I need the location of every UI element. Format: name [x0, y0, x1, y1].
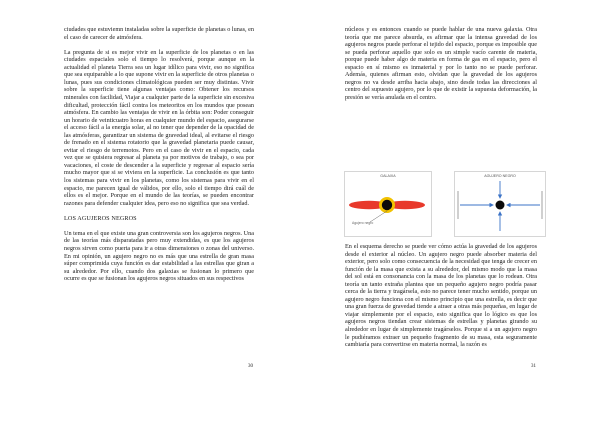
galaxy-caption: Agujero negro	[352, 221, 374, 225]
right-paragraph-1: núcleos y es entonces cuando se puede hablar de una nueva galaxia. Otra teoría que me parece absurda, es afirmar que la intensa gravedad de los agujeros negros puede perforar el tejido del espacio, porque es imposible que se pueda perforar aquello que solo es un simple vacío carente de materia, porque puede haber algo de materia en forma de gas en el espacio, pero el espacio en sí mismo es inmaterial y por lo tanto no se puede perforar. Además, quienes afirman esto, olvidan que la gravedad de los agujeros negros no va desde arriba hacia abajo, sino desde todas las direcciones al centro del supuesto agujero, por lo que de existir la supuesta deformación, la presión se vería anulada en el centro.	[345, 26, 537, 101]
left-paragraph-2: La pregunta de si es mejor vivir en la superficie de los planetas o en las ciudades espaciales solo el tiempo lo resolverá, porque aunque en la actualidad el planeta Tierra sea un lugar idílico para vivir, eso no significa que sea equiparable a lo que supone vivir en la superficie de otros planetas o lunas, pues sus condiciones climatológicas pueden ser muy distintas. Vivir sobre la superficie tiene algunas ventajas como: Obtener los recursos minerales con facilidad, Viajar a cualquier parte de la superficie sin excesiva dificultad, protección fácil contra los meteoritos en los mundos que posean atmósfera. En cambio las ventajas de vivir en la órbita son: Poder conseguir un horario de veinticuatro horas en cualquier mundo del espacio, asegurarse el acceso fácil a la energía solar, al no tener que depender de la opacidad de las atmósferas, garantizar un sistema de gravedad ideal, al evitarse el riesgo de frenado en el sistema rotatorio que la gravedad planetaria puede causar, evitar el riesgo de terremotos. Pero en el caso de vivir en el espacio, cada vez que se quisiera regresar al planeta ya por motivos de trabajo, o sea por vacaciones, el coste de descender a la superficie y regresar al espacio sería mucho mayor que si se viviera en la superficie. La conclusión es que tanto los sistemas para vivir en los planetas, como los sistemas para vivir en el espacio, me parecen igual de válidos, por ello, solo el tiempo dirá cuál de ellos es el mejor. Porque en el mundo de las teorías, se pueden encontrar razones para defender cualquier idea, pero eso no significa que sea verdad.	[64, 48, 254, 207]
section-heading: LOS AGUJEROS NEGROS	[64, 214, 137, 222]
right-text-column-top	[345, 26, 537, 101]
left-text-column	[64, 26, 254, 283]
black-hole-core	[382, 200, 392, 210]
black-hole-label: AGUJERO NEGRO	[484, 174, 516, 178]
right-text-column-bottom	[345, 243, 537, 349]
left-paragraph-1: ciudades que estuviemn instaladas sobre la superficie de planetas o lunas, en el caso de carecer de atmósfera.	[64, 26, 254, 41]
right-page-number: 31	[531, 364, 536, 369]
galaxy-label: GALAXIA	[380, 174, 396, 178]
galaxy-figure	[344, 171, 432, 237]
left-paragraph-3: Un tema en el que existe una gran controversia son los agujeros negros. Una de las teorías más disparatadas pero muy extendidas, es que los agujeros negros sirven como puerta para ir a otras dimensiones o zonas del universo. En mi opinión, un agujero negro no es más que una estrella de gran masa súper comprimida cuya función es dar estabilidad a las estrellas que giran a su alrededor. Por ello, cuando dos galaxias se fusionan lo primero que ocurre es que se fusionan los agujeros negros situados en sus respectivos	[64, 229, 254, 283]
black-hole-dot	[496, 201, 505, 210]
black-hole-diagram	[454, 171, 546, 237]
right-page	[300, 0, 600, 424]
galaxy-diagram	[344, 171, 432, 237]
black-hole-figure	[454, 171, 546, 237]
right-paragraph-2: En el esquema derecho se puede ver cómo actúa la gravedad de los agujeros desde el exterior al núcleo. Un agujero negro puede absorber materia del exterior, pero solo como consecuencia de la necesidad que tenga de crecer en función de la masa que exista a su alrededor, del mismo modo que la masa del sol está en consonancia con la masa de los planetas que lo rodean. Otra teoría un tanto extraña plantea que un pequeño agujero negro podría pasar cerca de la tierra y tragársela, esto no parece tener mucho sentido, porque un agujero negro funciona con el mismo principio que una estrella, es decir que una gran fuerza de gravedad tiende a atraer a otras más pequeñas, en lugar de viajar simplemente por el espacio, esto significa que lo lógico es que los agujeros negros tiendan crear sistemas de estrellas y planetas girando su alrededor en lugar de simplemente tragárselos. Porque si a un agujero negro le pudiéramos extraer un pequeño fragmento de su masa, esta seguramente cambiaría para convertirse en materia normal, la razón es	[345, 243, 537, 349]
left-page-number: 30	[248, 364, 253, 369]
